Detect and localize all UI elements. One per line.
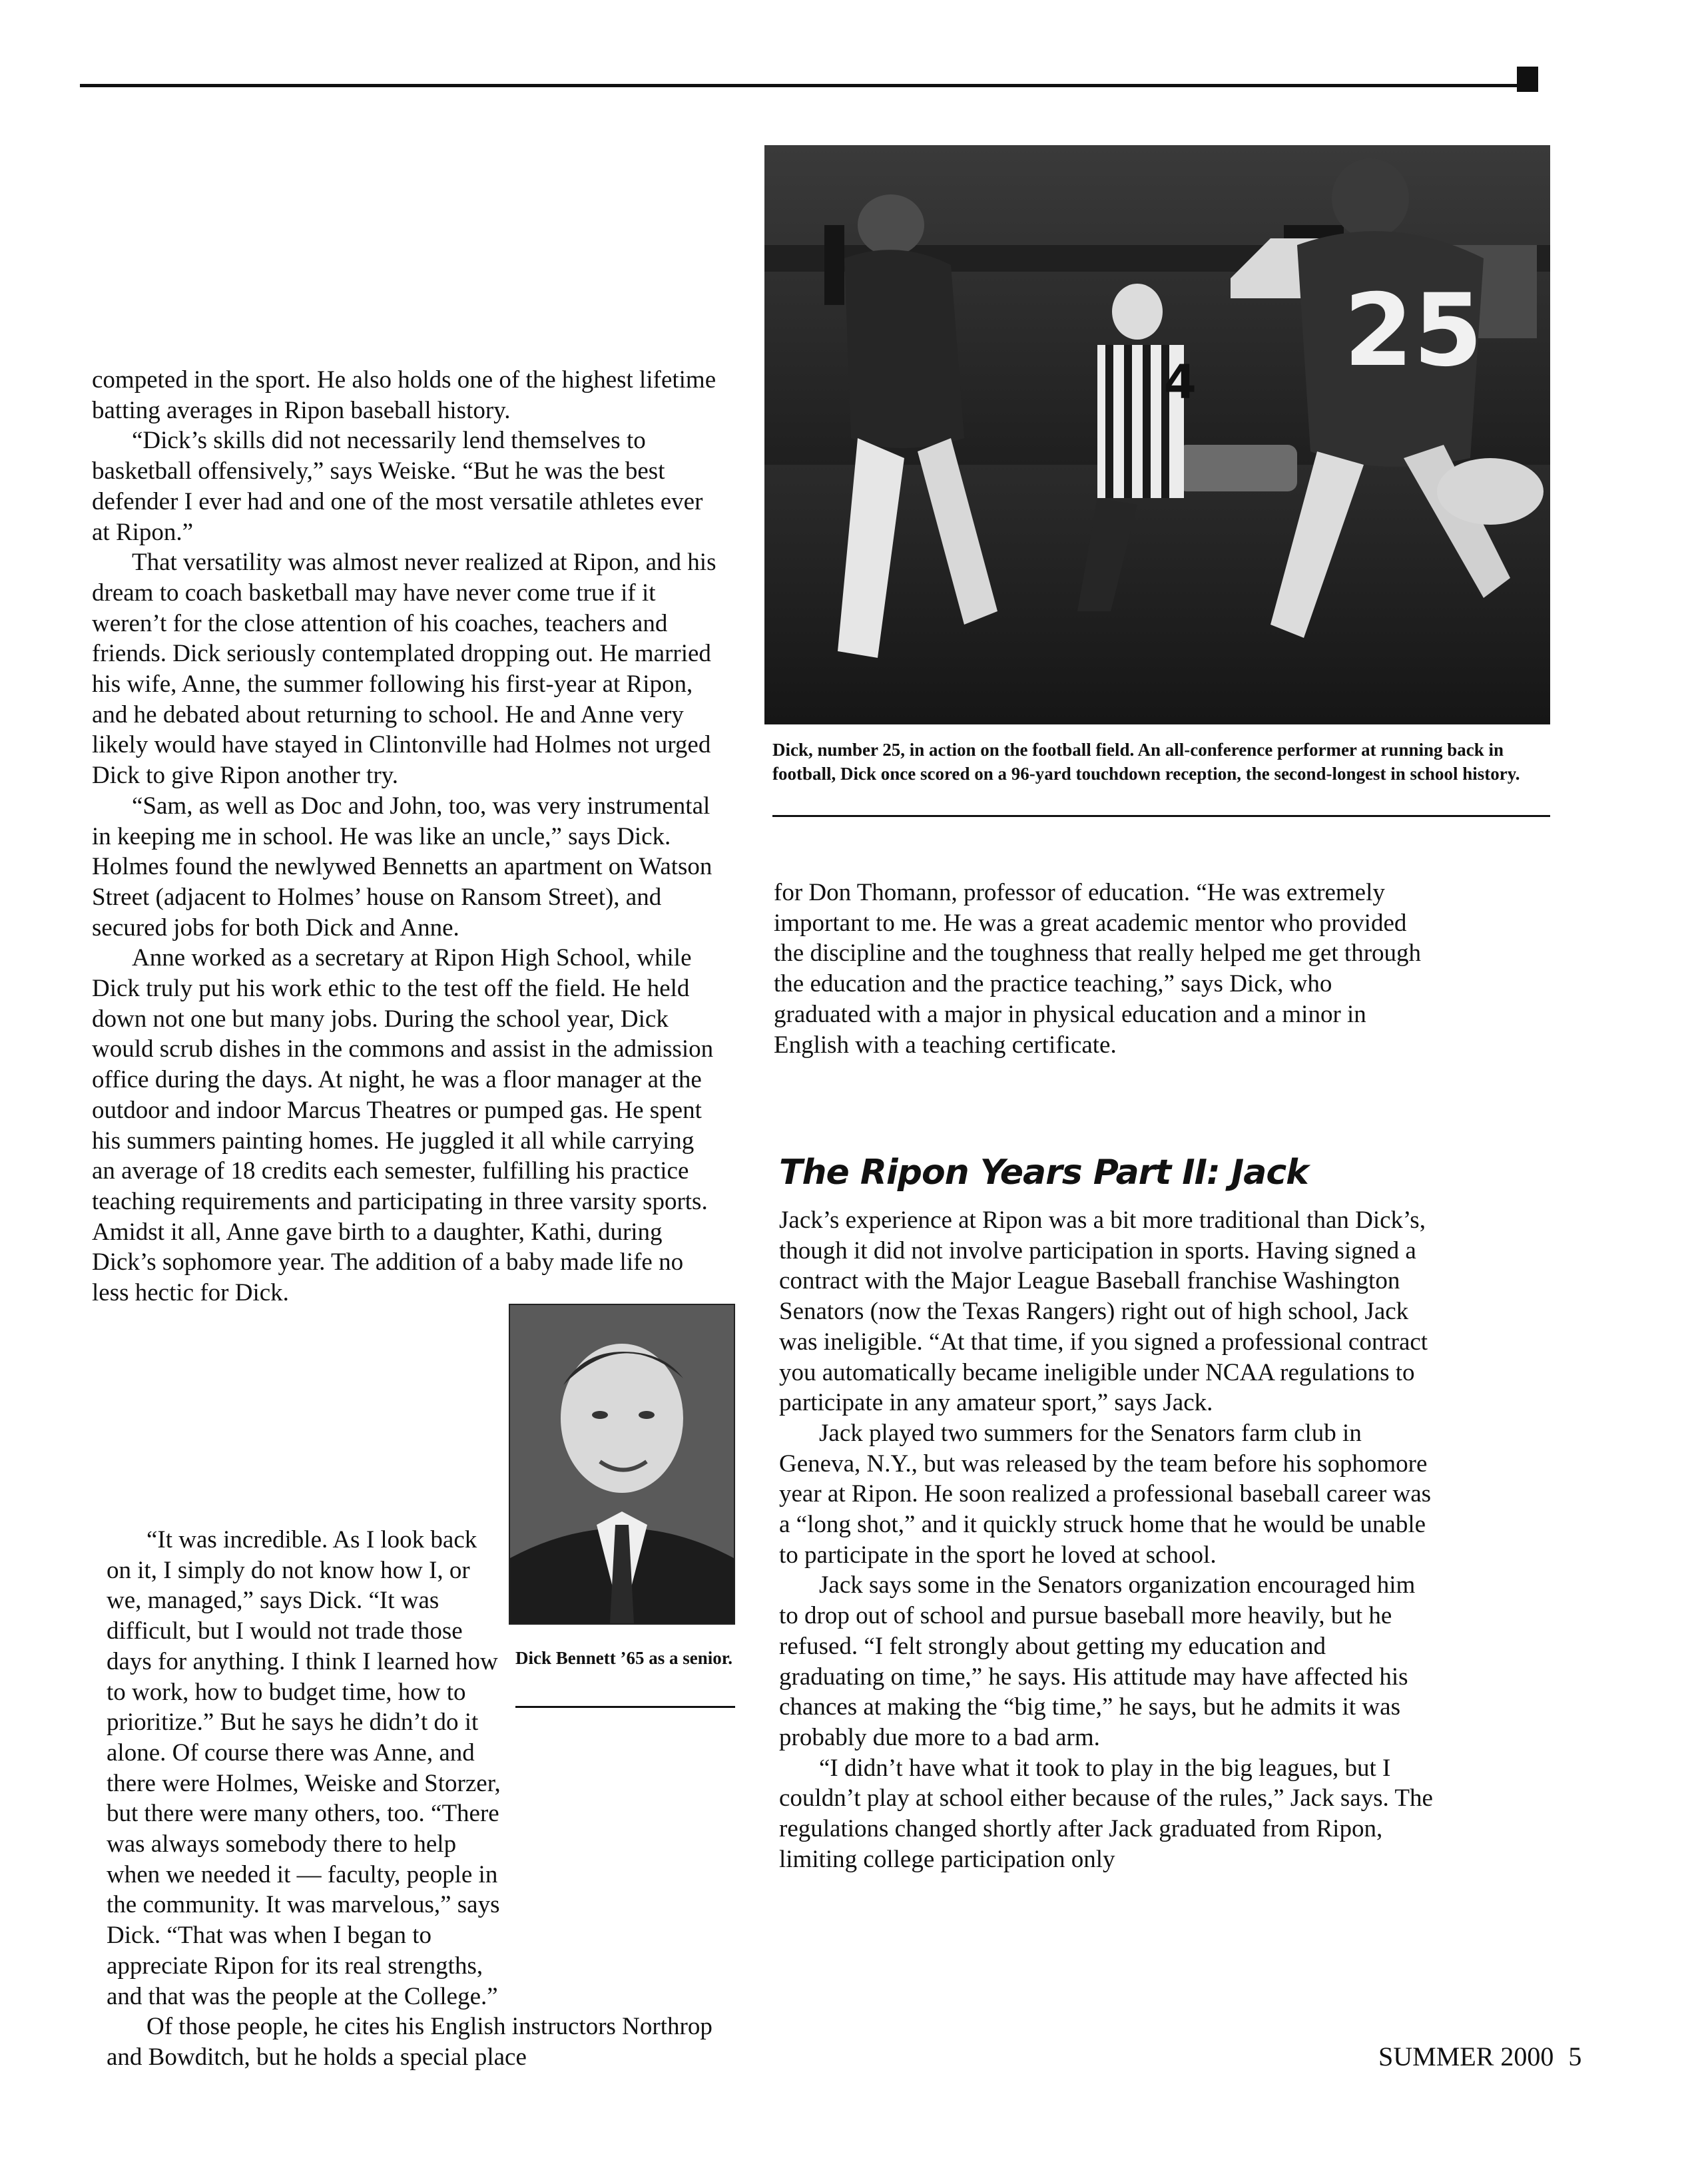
portrait-caption: Dick Bennett ’65 as a senior. xyxy=(515,1648,733,1668)
paragraph: “I didn’t have what it took to play in the big leagues, but I couldn’t play at school either because of the rules,” Jack says. The regulations changed shortly after Jack graduated from Ripon, limiting college participation only xyxy=(779,1754,1433,1873)
top-rule-block xyxy=(1517,67,1538,92)
paragraph: “It was incredible. As I look back on it, I simply do not know how I, or we, managed,” says Dick. “It was difficult, but I would not trade those days for anything. I think I learned how to work, how to budget time, how to prioritize.” But he says he didn’t do it alone. Of course there was Anne, and there were Holmes, Weiske and Storzer, but there were many others, too. “There was always somebody there to help when we needed it — faculty, people in the community. It was marvelous,” says Dick. “That was when I began to appreciate Ripon for its real strengths, and that was the people at the College.” xyxy=(107,1526,501,2010)
right-column-top xyxy=(774,878,1430,1060)
top-rule xyxy=(80,84,1517,87)
paragraph: for Don Thomann, professor of education. “He was extremely important to me. He was a great academic mentor who provided the discipline and the toughness that really helped me get through the education and the practice teaching,” says Dick, who graduated with a major in physical education and a minor in English with a teaching certificate. xyxy=(774,879,1422,1059)
paragraph: competed in the sport. He also holds one of the highest lifetime batting averages in Ripon baseball history. xyxy=(92,366,716,424)
right-column-section xyxy=(779,1205,1436,1874)
paragraph: Jack says some in the Senators organization encouraged him to drop out of school and pursue baseball more heavily, but he refused. “I felt strongly about getting my education and graduating on time,” he says. His attitude may have affected his chances at making the “big time,” he says, but he admits it was probably due more to a bad arm. xyxy=(779,1571,1416,1751)
page-number: 5 xyxy=(1568,2042,1582,2071)
paragraph: “Sam, as well as Doc and John, too, was very instrumental in keeping me in school. He was like an uncle,” says Dick. Holmes found the newlywed Bennetts an apartment on Watson Street (adjacent to Holmes’ house on Ransom Street), and secured jobs for both Dick and Anne. xyxy=(92,792,712,942)
football-photo-illustration xyxy=(764,145,1550,724)
paragraph: Anne worked as a secretary at Ripon High School, while Dick truly put his work ethic to the test off the field. He held down not one but many jobs. During the school year, Dick would scrub dishes in the commons and assist in the admission office during the days. At night, he was a floor manager at the outdoor and indoor Marcus Theatres or pumped gas. He spent his summers painting homes. He juggled it all while carrying an average of 18 credits each semester, fulfilling his practice teaching requirements and participating in three varsity sports. Amidst it all, Anne gave birth to a daughter, Kathi, during Dick’s sophomore year. The addition of a baby made life no less hectic for Dick. xyxy=(92,944,714,1307)
paragraph: Of those people, he cites his English instructors Northrop and Bowditch, but he holds a special place xyxy=(107,2013,712,2071)
left-column xyxy=(92,365,718,1308)
left-column-continued xyxy=(107,1525,732,2073)
issue-label: SUMMER 2000 xyxy=(1378,2042,1554,2071)
folio xyxy=(1378,2041,1581,2073)
paragraph: That versatility was almost never realized at Ripon, and his dream to coach basketball may have never come true if it weren’t for the close attention of his coaches, teachers and friends. Dick seriously contemplated dropping out. He married his wife, Anne, the summer following his first-year at Ripon, and he debated about returning to school. He and Anne very likely would have stayed in Clintonville had Holmes not urged Dick to give Ripon another try. xyxy=(92,549,716,790)
paragraph: Jack played two summers for the Senators farm club in Geneva, N.Y., but was released by the team before his sophomore year at Ripon. He soon realized a professional baseball career was a “long shot,” and it quickly struck home that he would be unable to participate in the sport he loved at school. xyxy=(779,1419,1432,1569)
football-photo xyxy=(764,145,1550,724)
section-heading: The Ripon Years Part II: Jack xyxy=(779,1153,1308,1193)
referee-number: 4 xyxy=(1164,355,1197,410)
football-photo-caption: Dick, number 25, in action on the football field. An all-conference performer at running back in football, Dick once scored on a 96-yard touchdown reception, the second-longest in school history. xyxy=(772,740,1520,784)
jersey-number: 25 xyxy=(1344,273,1483,389)
caption-rule xyxy=(772,815,1550,817)
paragraph: “Dick’s skills did not necessarily lend themselves to basketball offensively,” says Weiske. “But he was the best defender I ever had and one of the most versatile athletes ever at Ripon.” xyxy=(92,427,703,546)
paragraph: Jack’s experience at Ripon was a bit more traditional than Dick’s, though it did not involve participation in sports. Having signed a contract with the Major League Baseball franchise Washington Senators (now the Texas Rangers) right out of high school, Jack was ineligible. “At that time, if you signed a professional contract you automatically became ineligible under NCAA regulations to participate in any amateur sport,” says Jack. xyxy=(779,1207,1428,1417)
